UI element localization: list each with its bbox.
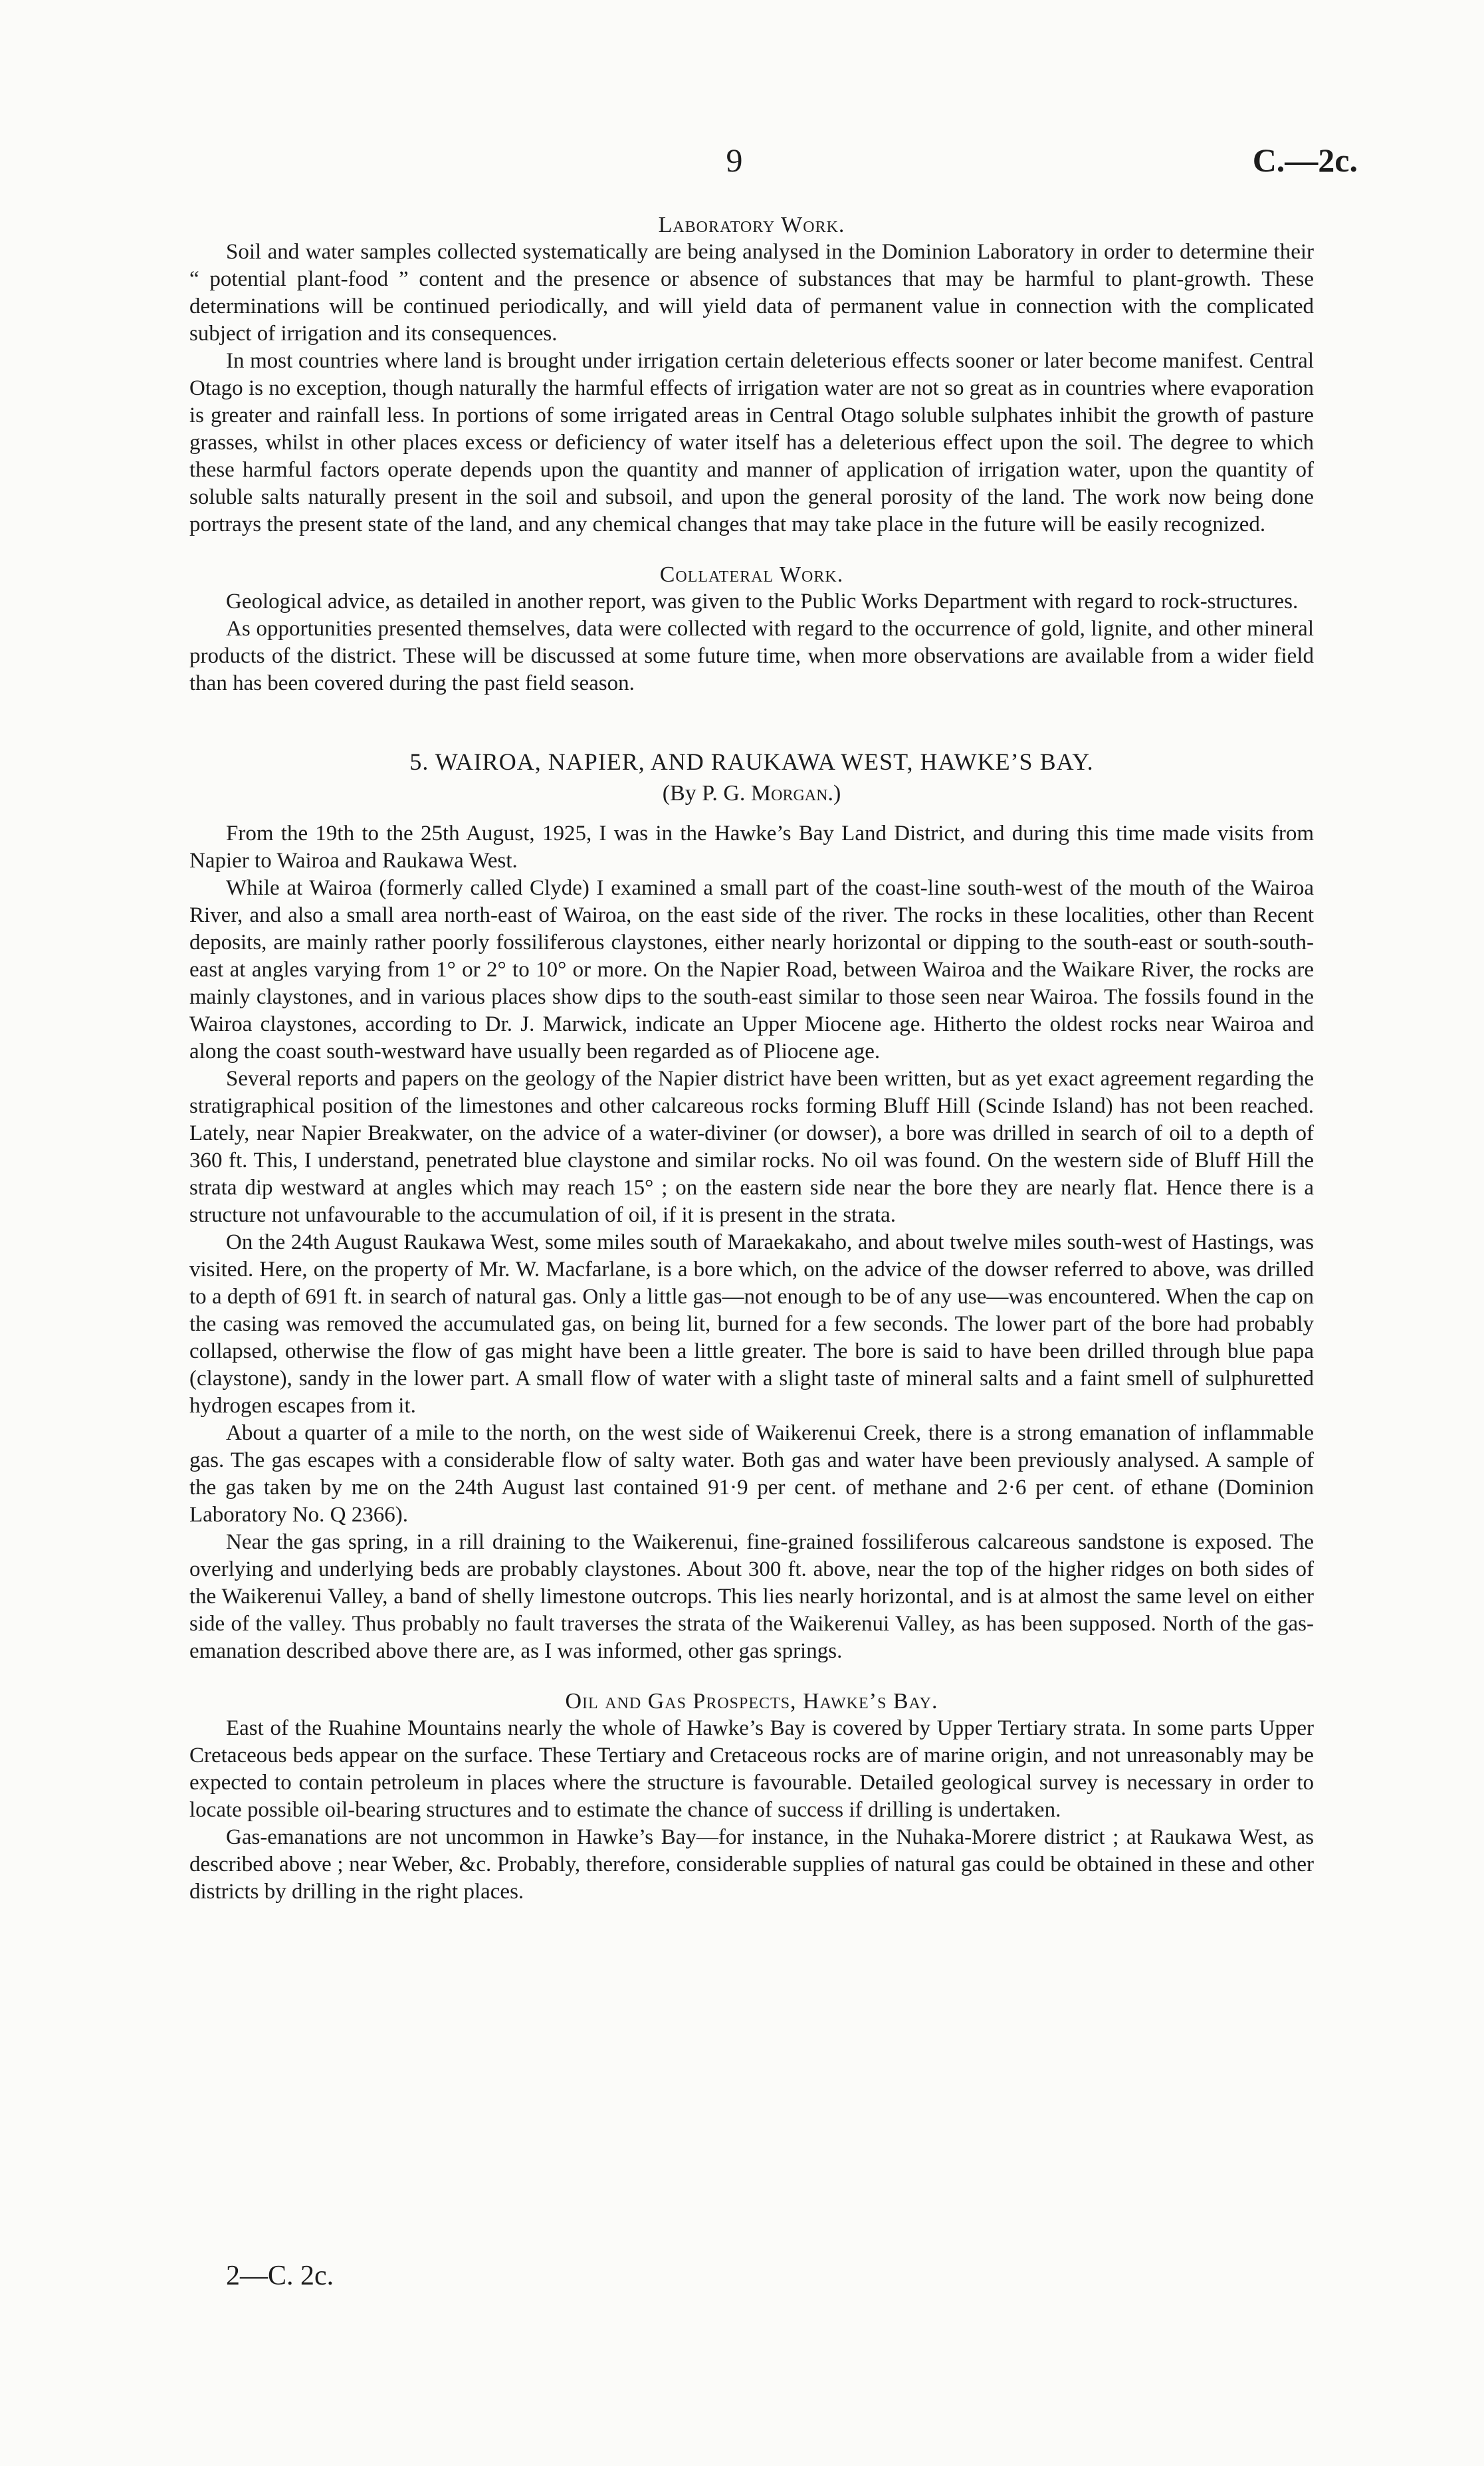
paragraph: About a quarter of a mile to the north, on the west side of Waikerenui Creek, there is a strong emanation of inflammable gas. The gas escapes with a considerable flow of salty water. Both gas and water have been previously analysed. A sample of the gas taken by me on the 24th August last contained 91·9 per cent. of methane and 2·6 per cent. of ethane (Dominion Laboratory No. Q 2366). — [189, 1421, 1314, 1527]
paragraph: Gas-emanations are not uncommon in Hawke’s Bay—for instance, in the Nuhaka-Morere district ; at Raukawa West, as described above ; near Weber, &c. Probably, therefore, considerable supplies of natural gas could be obtained in these and other districts by drilling in the right places. — [189, 1825, 1314, 1904]
paragraph: Several reports and papers on the geology of the Napier district have been written, but as yet exact agreement regarding the stratigraphical position of the limestones and other calcareous rocks forming Bluff Hill (Scinde Island) has not been reached. Lately, near Napier Breakwater, on the advice of a water-diviner (or dowser), a bore was drilled in search of oil to a depth of 360 ft. This, I understand, penetrated blue claystone and similar rocks. No oil was found. On the western side of Bluff Hill the strata dip westward at angles which may reach 15° ; on the eastern side near the bore they are nearly flat. Hence there is a structure not unfavourable to the accumulation of oil, if it is present in the strata. — [189, 1067, 1314, 1227]
document-reference: C.—2c. — [1252, 142, 1358, 179]
author-name: Morgan — [750, 781, 828, 806]
paragraph: Geological advice, as detailed in another report, was given to the Public Works Department with regard to rock-structures. — [226, 590, 1299, 614]
byline-prefix: (By P. G. — [662, 781, 746, 806]
section-heading-oil-gas-prospects: Oil and Gas Prospects, Hawke’s Bay. — [565, 1689, 938, 1714]
page-number: 9 — [726, 142, 743, 179]
paragraph: East of the Ruahine Mountains nearly the whole of Hawke’s Bay is covered by Upper Tertiary strata. In some parts Upper Cretaceous beds appear on the surface. These Tertiary and Cretaceous rocks are of marine origin, and not unreasonably may be expected to contain petroleum in places where the structure is favourable. Detailed geological survey is necessary in order to locate possible oil-bearing structures and to estimate the chance of success if drilling is undertaken. — [189, 1716, 1314, 1822]
section-heading-collateral-work: Collateral Work. — [659, 562, 844, 587]
byline-suffix: .) — [827, 781, 841, 806]
author-byline — [189, 780, 1314, 807]
section-heading-laboratory-work: Laboratory Work. — [658, 213, 845, 237]
paragraph: From the 19th to the 25th August, 1925, I was in the Hawke’s Bay Land District, and during this time made visits from Napier to Wairoa and Raukawa West. — [189, 822, 1314, 873]
section-title-wairoa-napier: 5. WAIROA, NAPIER, AND RAUKAWA WEST, HAWKE’S BAY. — [409, 748, 1094, 775]
signature-mark: 2—C. 2c. — [226, 2261, 334, 2291]
paragraph: As opportunities presented themselves, data were collected with regard to the occurrence of gold, lignite, and other mineral products of the district. These will be discussed at some future time, when more observations are available from a wider field than has been covered during the past field season. — [189, 617, 1314, 695]
paragraph: On the 24th August Raukawa West, some miles south of Maraekakaho, and about twelve miles south-west of Hastings, was visited. Here, on the property of Mr. W. Macfarlane, is a bore which, on the advice of the dowser referred to above, was drilled to a depth of 691 ft. in search of natural gas. Only a little gas—not enough to be of any use—was encountered. When the cap on the casing was removed the accumulated gas, on being lit, burned for a few seconds. The lower part of the bore had probably collapsed, otherwise the flow of gas might have been a little greater. The bore is said to have been drilled through blue papa (claystone), sandy in the lower part. A small flow of water with a slight taste of mineral salts and a faint smell of sulphuretted hydrogen escapes from it. — [189, 1230, 1314, 1418]
paragraph: Near the gas spring, in a rill draining to the Waikerenui, fine-grained fossiliferous calcareous sandstone is exposed. The overlying and underlying beds are probably claystones. About 300 ft. above, near the top of the higher ridges on both sides of the Waikerenui Valley, a band of shelly limestone outcrops. This lies nearly horizontal, and is at almost the same level on either side of the valley. Thus probably no fault traverses the strata of the Waikerenui Valley, as has been supposed. North of the gas-emanation described above there are, as I was informed, other gas springs. — [189, 1530, 1314, 1663]
paragraph: In most countries where land is brought under irrigation certain deleterious effects sooner or later become manifest. Central Otago is no exception, though naturally the harmful effects of irrigation water are not so great as in countries where evaporation is greater and rainfall less. In portions of some irrigated areas in Central Otago soluble sulphates inhibit the growth of pasture grasses, whilst in other places excess or deficiency of water itself has a deleterious effect upon the soil. The degree to which these harmful factors operate depends upon the quantity and manner of application of irrigation water, upon the quantity of soluble salts naturally present in the soil and subsoil, and upon the general porosity of the land. The work now being done portrays the present state of the land, and any chemical changes that may take place in the future will be easily recognized. — [189, 349, 1314, 536]
page-content — [189, 211, 1314, 1906]
paragraph: Soil and water samples collected systematically are being analysed in the Dominion Laboratory in order to determine their “ potential plant-food ” content and the presence or absence of substances that may be harmful to plant-growth. These determinations will be continued periodically, and will yield data of permanent value in connection with the complicated subject of irrigation and its consequences. — [189, 240, 1314, 346]
paragraph: While at Wairoa (formerly called Clyde) I examined a small part of the coast-line south-west of the mouth of the Wairoa River, and also a small area north-east of Wairoa, on the east side of the river. The rocks in these localities, other than Recent deposits, are mainly rather poorly fossiliferous claystones, either nearly horizontal or dipping to the south-east or south-south-east at angles varying from 1° or 2° to 10° or more. On the Napier Road, between Wairoa and the Waikare River, the rocks are mainly claystones, and in various places show dips to the south-east similar to those seen near Wairoa. The fossils found in the Wairoa claystones, according to Dr. J. Marwick, indicate an Upper Miocene age. Hitherto the oldest rocks near Wairoa and along the coast south-westward have usually been regarded as of Pliocene age. — [189, 876, 1314, 1064]
